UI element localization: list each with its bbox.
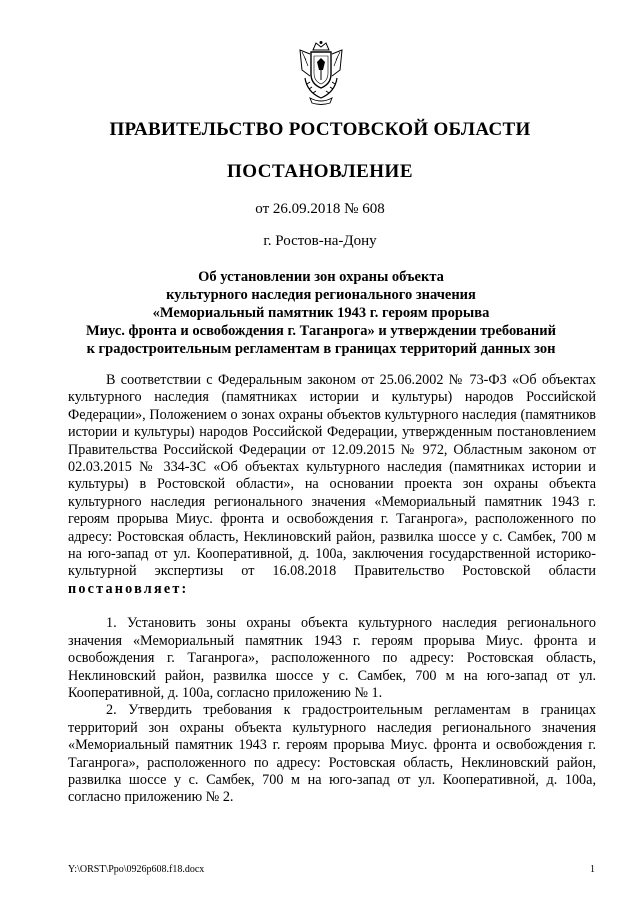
document-body bbox=[68, 372, 596, 807]
title-line: культурного наследия регионального значения bbox=[166, 287, 476, 303]
coat-of-arms-icon bbox=[296, 40, 346, 106]
footer-page-number: 1 bbox=[590, 864, 595, 875]
title-line: Миус. фронта и освобождения г. Таганрога» и утверждении требований bbox=[86, 323, 556, 339]
organization-name: ПРАВИТЕЛЬСТВО РОСТОВСКОЙ ОБЛАСТИ bbox=[109, 119, 531, 140]
document-title bbox=[70, 268, 572, 358]
footer-file-path: Y:\ORST\Ppo\0926p608.f18.docx bbox=[68, 864, 205, 875]
document-kind: ПОСТАНОВЛЕНИЕ bbox=[226, 161, 414, 182]
preamble-paragraph bbox=[68, 372, 596, 598]
item-paragraph-2: 2. Утвердить требования к градостроительным регламентам в границах территорий зон охраны объекта культурного наследия регионального значения «Мемориальный памятник 1943 г. героям прорыва Миус. фронта и освобождения г. Таганрога», расположенного по адресу: Ростовская область, Неклиновский район, развилка шоссе у с. Самбек, 700 м на юго-запад от ул. Кооперативной, д. 100а, согласно приложению № 2. bbox=[68, 702, 596, 806]
title-line: к градостроительным регламентам в границах территорий данных зон bbox=[86, 341, 556, 357]
city: г. Ростов-на-Дону bbox=[263, 233, 377, 249]
title-line: «Мемориальный памятник 1943 г. героям прорыва bbox=[152, 305, 490, 321]
title-line: Об установлении зон охраны объекта bbox=[198, 269, 444, 285]
item-paragraph-1: 1. Установить зоны охраны объекта культурного наследия регионального значения «Мемориальный памятник 1943 г. героям прорыва Миус. фронта и освобождения г. Таганрога», расположенного по адресу: Ростовская область, Неклиновский район, развилка шоссе у с. Самбек, 700 м на юго-запад от ул. Кооперативной, д. 100а, согласно приложению № 1. bbox=[68, 615, 596, 701]
date-number: от 26.09.2018 № 608 bbox=[255, 201, 385, 217]
preamble-text: В соответствии с Федеральным законом от 25.06.2002 № 73-ФЗ «Об объектах культурного наследия (памятниках истории и культуры) народов Российской Федерации», Положением о зонах охраны объектов культурного наследия (памятников истории и культуры) народов Российской Федерации, утвержденным постановлением Правительства Российской Федерации от 12.09.2015 № 972, Областным законом от 02.03.2015 № 334-ЗС «Об объектах культурного наследия (памятниках истории и культуры) в Ростовской области», на основании проекта зон охраны объекта культурного наследия регионального значения «Мемориальный памятник 1943 г. героям прорыва Миус. фронта и освобождения г. Таганрога», расположенного по адресу: Ростовская область, Неклиновский район, развилка шоссе у с. Самбек, 700 м на юго-запад от ул. Кооперативной, д. 100а, заключения государственной историко-культурной экспертизы от 16.08.2018 Правительство Ростовской области bbox=[68, 372, 596, 580]
resolves-word: постановляет: bbox=[68, 580, 189, 597]
